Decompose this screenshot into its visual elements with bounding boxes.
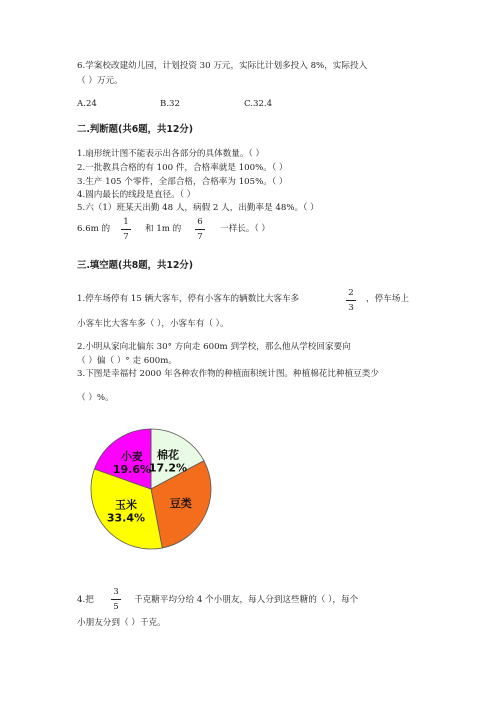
- fraction-denominator: 5: [113, 601, 119, 612]
- s3-q2-line2: （ ）偏（ ）° 走 600m。: [77, 356, 177, 366]
- s3-q1-prefix: 1.停车场停有 15 辆大客车，停有小客车的辆数比大客车多: [77, 294, 300, 304]
- pie-label-cotton: 棉花: [156, 448, 179, 462]
- s3-q2-line1: 2.小明从家向北偏东 30° 方向走 600m 到学校，那么他从学校回家要向: [77, 342, 351, 352]
- s3-q3-line1: 3.下图是幸福村 2000 年各种农作物的种植面积统计图。种植棉花比种植豆类少: [77, 369, 379, 379]
- s2-item-3: 3.生产 105 个零件，全部合格，合格率为 105%。（ ）: [77, 177, 288, 187]
- s2-item-1: 1.扇形统计图不能表示出各部分的具体数量。（ ）: [77, 149, 265, 159]
- fraction-numerator: 1: [123, 217, 129, 227]
- pie-value-wheat: 19.6%: [112, 463, 152, 477]
- s3-q1-suffix: ，停车场上: [366, 294, 409, 304]
- pie-label-beans: 豆类: [169, 497, 192, 511]
- q6-text-line2: （ ）万元。: [77, 76, 123, 86]
- s2-item-4: 4.圆内最长的线段是直径。（ ）: [77, 190, 196, 200]
- s2-item-5: 5.六（1）班某天出勤 48 人，病假 2 人，出勤率是 48%。（ ）: [77, 203, 319, 213]
- s2-item-6-suffix: 一样长。（ ）: [220, 224, 270, 234]
- s3-q4-line2: 小朋友分到（ ）千克。: [77, 618, 166, 628]
- pie-value-cotton: 17.2%: [148, 461, 188, 475]
- s2-item-6-fraction-2: [194, 218, 206, 241]
- section2-title: 二.判断题(共6题，共12分): [77, 124, 194, 135]
- q6-option-a: A.24: [77, 99, 97, 109]
- fraction-numerator: 3: [113, 587, 119, 597]
- s3-q4-prefix: 4.把: [77, 595, 94, 605]
- s3-q4-suffix: 千克糖平均分给 4 个小朋友，每人分到这些糖的（ ），每个: [134, 595, 359, 605]
- fraction-denominator: 3: [348, 302, 354, 313]
- pie-label-wheat: 小麦: [120, 450, 143, 464]
- q6-option-b: B.32: [160, 99, 180, 109]
- s3-q4-fraction: [110, 588, 122, 611]
- s3-q3-line2: （ ）%。: [77, 393, 114, 403]
- s3-q1-line2: 小客车比大客车多（ ），小客车有（ ）。: [77, 319, 229, 329]
- fraction-numerator: 6: [197, 217, 203, 227]
- crop-area-pie-chart: [86, 424, 216, 554]
- s3-q1-fraction: [345, 289, 357, 312]
- s2-item-2: 2.一批教具合格的有 100 件，合格率就是 100%。（ ）: [77, 163, 288, 173]
- q6-text-line1: 6.学案校改建幼儿园，计划投资 30 万元，实际比计划多投入 8%，实际投入: [77, 61, 368, 71]
- fraction-numerator: 2: [348, 288, 354, 298]
- pie-label-corn: 玉米: [114, 498, 137, 512]
- s2-item-6-middle: 和 1m 的: [145, 224, 182, 234]
- pie-value-corn: 33.4%: [106, 511, 146, 525]
- section3-title: 三.填空题(共8题，共12分): [77, 260, 194, 271]
- fraction-denominator: 7: [197, 231, 203, 242]
- s2-item-6-fraction-1: [120, 218, 132, 241]
- q6-option-c: C.32.4: [244, 99, 273, 109]
- s2-item-6-prefix: 6.6m 的: [77, 224, 111, 234]
- fraction-denominator: 7: [123, 231, 129, 242]
